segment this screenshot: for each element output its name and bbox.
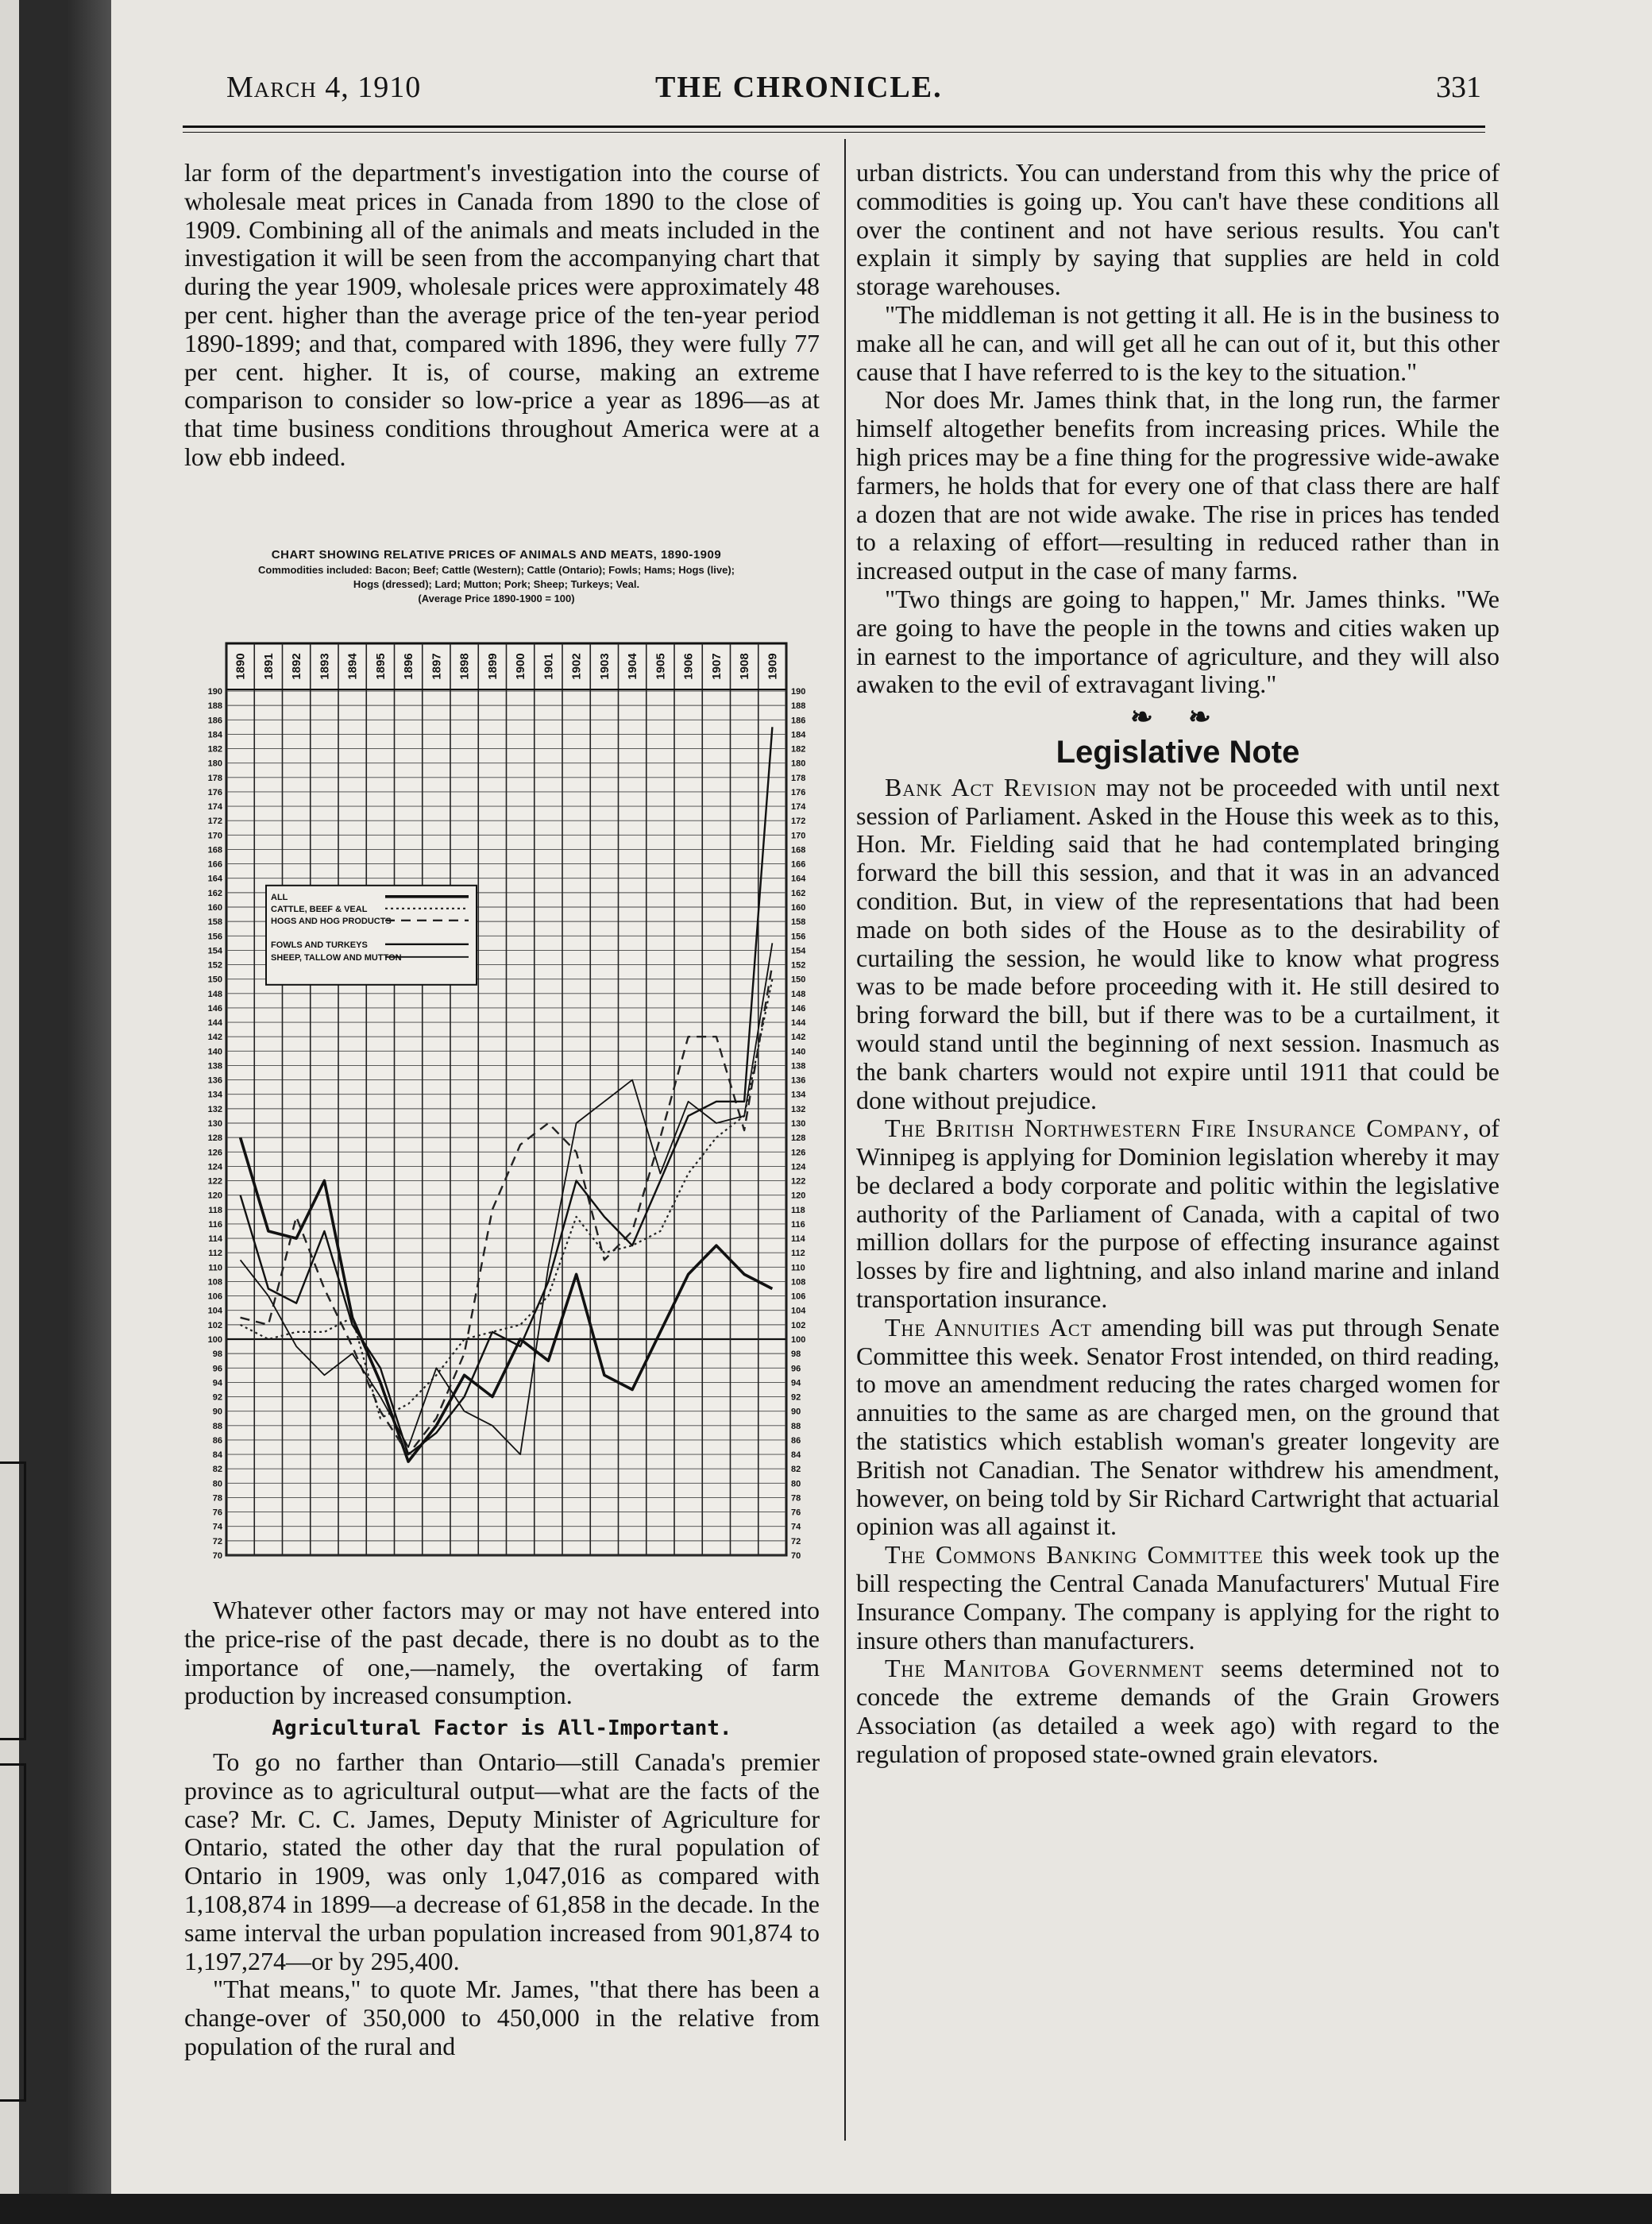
y-tick-label: 94 (791, 1378, 801, 1388)
legend-label: CATTLE, BEEF & VEAL (271, 904, 368, 914)
x-tick-label: 1907 (709, 653, 724, 680)
chart-title: CHART SHOWING RELATIVE PRICES OF ANIMALS AND MEATS, 1890-1909 (271, 548, 722, 562)
legend-label: ALL (271, 892, 288, 902)
y-tick-label: 146 (207, 1003, 222, 1014)
y-tick-label: 176 (791, 787, 806, 797)
y-tick-label: 186 (207, 716, 222, 726)
left-column-bottom (184, 1597, 820, 2061)
x-tick-label: 1890 (234, 653, 248, 680)
y-tick-label: 134 (791, 1090, 806, 1100)
y-tick-label: 88 (791, 1421, 801, 1431)
y-tick-label: 162 (791, 888, 806, 898)
header-page-number: 331 (1436, 71, 1481, 104)
y-tick-label: 136 (791, 1075, 806, 1086)
column-divider (844, 139, 846, 2141)
y-tick-label: 76 (212, 1508, 222, 1518)
y-tick-label: 102 (791, 1320, 806, 1330)
paragraph (856, 1541, 1500, 1654)
page-header (226, 70, 1481, 118)
y-tick-label: 174 (791, 802, 806, 813)
y-tick-label: 128 (207, 1133, 222, 1144)
y-tick-label: 176 (207, 787, 222, 797)
paragraph-body: may not be proceeded with until next session of Parliament. Asked in the House this week as to this, Hon. Mr. Fielding said that he had contemplated bringing forward the bill this session, and that it was in an advanced condition. But, in view of the representations that had been made on both sides of the House as to the desirability of curtailing the session, he would like to know what progress was to be made before proceeding with it. He still desired to bring forward the bill, but if there was to be a curtailment, it would stand until the beginning of next session. Inasmuch as the bank charters would not expire until 1911 that could be done without prejudice. (856, 772, 1500, 1114)
y-tick-label: 110 (208, 1263, 222, 1273)
legend-label: SHEEP, TALLOW AND MUTTON (271, 952, 402, 963)
y-tick-label: 146 (791, 1003, 806, 1014)
x-tick-label: 1897 (430, 653, 444, 680)
y-tick-label: 140 (207, 1047, 222, 1057)
paragraph (856, 1114, 1500, 1314)
y-tick-label: 120 (791, 1191, 806, 1201)
lead-in: The British Northwestern Fire Insurance Company (885, 1114, 1463, 1143)
y-tick-label: 172 (791, 817, 806, 827)
y-tick-label: 140 (791, 1047, 806, 1057)
subheading: Agricultural Factor is All-Important. (272, 1716, 732, 1741)
y-tick-label: 130 (207, 1119, 222, 1129)
y-tick-label: 72 (791, 1536, 801, 1546)
scan-bracket (0, 1461, 26, 1740)
paragraph-body: this week took up the bill respecting the Central Canada Manufacturers' Mutual Fire Insurance Company. The company is applying for the right to insure others than manufacturers. (856, 1540, 1500, 1654)
y-tick-label: 100 (207, 1335, 222, 1345)
x-tick-label: 1900 (514, 653, 528, 680)
x-tick-label: 1895 (373, 653, 388, 680)
y-tick-label: 82 (791, 1465, 801, 1475)
y-tick-label: 134 (207, 1090, 222, 1100)
y-tick-label: 78 (791, 1493, 801, 1504)
x-tick-label: 1892 (290, 653, 304, 680)
lead-in: The Manitoba Government (885, 1654, 1205, 1683)
y-tick-label: 130 (791, 1119, 806, 1129)
y-tick-label: 152 (791, 960, 806, 971)
y-tick-label: 144 (791, 1018, 806, 1029)
y-tick-label: 172 (207, 817, 222, 827)
y-tick-label: 98 (212, 1349, 222, 1360)
y-tick-label: 178 (791, 773, 806, 783)
y-tick-label: 190 (207, 687, 222, 697)
paragraph: "The middleman is not getting it all. He is in the business to make all he can, and will get all he can out of it, but this other cause that I have referred to is the key to the situation." (856, 299, 1500, 386)
y-tick-label: 156 (207, 932, 222, 942)
paragraph-body: seems determined not to concede the extreme demands of the Grain Growers Association (as detailed a week ago) with regard to the regulation of proposed state-owned grain elevators. (856, 1654, 1500, 1768)
y-tick-label: 170 (207, 831, 222, 841)
y-tick-label: 190 (791, 687, 806, 697)
paragraph (856, 774, 1500, 1115)
chart-plot (179, 548, 814, 1589)
y-tick-label: 184 (207, 730, 222, 740)
y-tick-label: 142 (791, 1033, 806, 1043)
y-tick-label: 166 (791, 859, 806, 870)
legend-label: HOGS AND HOG PRODUCTS (271, 916, 392, 926)
y-tick-label: 106 (207, 1292, 222, 1302)
y-tick-label: 90 (791, 1407, 801, 1417)
y-tick-label: 188 (791, 701, 806, 712)
scan-bracket (0, 1763, 26, 2102)
y-tick-label: 96 (791, 1364, 801, 1374)
paragraph: urban districts. You can understand from this why the price of commodities is going up. You can't have these conditions all over the continent and not have serious results. You can't explain it simply by saying that supplies are held in cold storage warehouses. (856, 158, 1500, 301)
x-tick-label: 1899 (485, 653, 500, 680)
y-tick-label: 82 (212, 1465, 222, 1475)
y-tick-label: 86 (791, 1435, 801, 1446)
y-tick-label: 122 (791, 1176, 806, 1187)
y-tick-label: 154 (791, 946, 806, 956)
y-tick-label: 156 (791, 932, 806, 942)
y-tick-label: 132 (791, 1104, 806, 1114)
lead-in: The Annuities Act (885, 1312, 1092, 1342)
y-tick-label: 126 (791, 1148, 806, 1158)
y-tick-label: 126 (207, 1148, 222, 1158)
x-tick-label: 1901 (542, 653, 556, 680)
y-tick-label: 138 (791, 1061, 806, 1071)
y-tick-label: 80 (791, 1479, 801, 1489)
header-date: March 4, 1910 (226, 71, 422, 104)
y-tick-label: 152 (207, 960, 222, 971)
y-tick-label: 186 (791, 716, 806, 726)
y-tick-label: 108 (207, 1277, 222, 1288)
y-tick-label: 90 (212, 1407, 222, 1417)
y-tick-label: 70 (212, 1551, 222, 1561)
y-tick-label: 180 (791, 759, 806, 769)
y-tick-label: 160 (791, 903, 806, 913)
x-tick-label: 1908 (738, 653, 752, 680)
y-tick-label: 86 (212, 1435, 222, 1446)
paragraph: "Two things are going to happen," Mr. James thinks. "We are going to have the people in the towns and cities waken up in earnest to the importance of agriculture, and they will also awaken to the evil of extravagant living." (856, 584, 1500, 699)
y-tick-label: 168 (207, 845, 222, 855)
y-tick-label: 158 (791, 917, 806, 928)
y-tick-label: 144 (207, 1018, 222, 1029)
y-tick-label: 148 (791, 989, 806, 999)
y-tick-label: 114 (208, 1234, 222, 1245)
y-tick-label: 158 (207, 917, 222, 928)
x-tick-label: 1893 (318, 653, 332, 680)
y-tick-label: 104 (207, 1306, 222, 1316)
chart-subtitle: Commodities included: Bacon; Beef; Cattle (Western); Cattle (Ontario); Fowls; Hams; Hogs (live); (258, 564, 735, 576)
paragraph: To go no farther than Ontario—still Canada's premier province as to agricultural output—what are the facts of the case? Mr. C. C. James, Deputy Minister of Agriculture for Ontario, stated the other day that the rural population of Ontario in 1909, was only 1,047,016 as compared with 1,108,874 in 1899—a decrease of 61,858 in the decade. In the same interval the urban population increased from 901,874 to 1,197,274—or by 295,400. (184, 1747, 820, 1975)
y-tick-label: 124 (207, 1162, 222, 1172)
y-tick-label: 180 (207, 759, 222, 769)
y-tick-label: 88 (212, 1421, 222, 1431)
paragraph (856, 1654, 1500, 1768)
y-tick-label: 118 (791, 1205, 805, 1215)
x-tick-label: 1896 (402, 653, 416, 680)
y-tick-label: 164 (207, 874, 222, 884)
y-tick-label: 150 (207, 975, 222, 985)
y-tick-label: 98 (791, 1349, 801, 1360)
y-tick-label: 136 (207, 1075, 222, 1086)
y-tick-label: 154 (207, 946, 222, 956)
y-tick-label: 74 (791, 1522, 801, 1532)
y-tick-label: 84 (212, 1450, 222, 1461)
y-tick-label: 166 (207, 859, 222, 870)
y-tick-label: 128 (791, 1133, 806, 1144)
y-tick-label: 148 (207, 989, 222, 999)
y-tick-label: 174 (207, 802, 222, 813)
x-tick-label: 1909 (766, 653, 780, 680)
y-tick-label: 160 (207, 903, 222, 913)
x-tick-label: 1904 (626, 653, 640, 680)
scan-bottom-edge (0, 2194, 1652, 2224)
left-column-top (184, 159, 820, 472)
lead-in: Bank Act Revision (885, 772, 1098, 801)
x-tick-label: 1891 (261, 653, 276, 680)
y-tick-label: 100 (791, 1335, 806, 1345)
y-tick-label: 74 (212, 1522, 222, 1532)
lead-in: The Commons Banking Committee (885, 1540, 1264, 1570)
y-tick-label: 76 (791, 1508, 801, 1518)
chart-subtitle: (Average Price 1890-1900 = 100) (418, 593, 575, 604)
x-tick-label: 1905 (654, 653, 668, 680)
x-tick-label: 1898 (457, 653, 472, 680)
x-tick-label: 1903 (597, 653, 612, 680)
y-tick-label: 96 (212, 1364, 222, 1374)
y-tick-label: 188 (207, 701, 222, 712)
y-tick-label: 170 (791, 831, 806, 841)
y-tick-label: 70 (791, 1551, 801, 1561)
y-tick-label: 182 (791, 744, 806, 755)
y-tick-label: 104 (791, 1306, 806, 1316)
y-tick-label: 138 (207, 1061, 222, 1071)
y-tick-label: 124 (791, 1162, 806, 1172)
y-tick-label: 94 (212, 1378, 222, 1388)
header-rule (183, 125, 1485, 128)
y-tick-label: 92 (791, 1392, 801, 1403)
y-tick-label: 80 (212, 1479, 222, 1489)
header-title: THE CHRONICLE. (655, 71, 943, 104)
price-chart (179, 548, 814, 1589)
paragraph (856, 1314, 1500, 1541)
chart-subtitle: Hogs (dressed); Lard; Mutton; Pork; Sheep; Turkeys; Veal. (353, 578, 640, 590)
y-tick-label: 108 (791, 1277, 806, 1288)
y-tick-label: 184 (791, 730, 806, 740)
y-tick-label: 122 (207, 1176, 222, 1187)
paragraph: lar form of the department's investigation into the course of wholesale meat prices in Canada from 1890 to the close of 1909. Combining all of the animals and meats included in the investigation it will be seen from the accompanying chart that during the year 1909, wholesale prices were approximately 48 per cent. higher than the average price of the ten-year period 1890-1899; and that, compared with 1896, they were fully 77 per cent. higher. It is, of course, making an extreme comparison to consider so low-price a year as 1896—as at that time business conditions throughout America were at a low ebb indeed. (184, 158, 820, 471)
y-tick-label: 102 (207, 1320, 222, 1330)
y-tick-label: 106 (791, 1292, 806, 1302)
y-tick-label: 112 (208, 1249, 222, 1259)
y-tick-label: 120 (207, 1191, 222, 1201)
paragraph: Whatever other factors may or may not have entered into the price-rise of the past decade, there is no doubt as to the importance of one,—namely, the overtaking of farm production by increased consumption. (184, 1596, 820, 1710)
y-tick-label: 132 (207, 1104, 222, 1114)
paragraph-body: , of Winnipeg is applying for Dominion legislation whereby it may be declared a body corporate and politic within the legislative authority of the Parliament of Canada, with a capital of two million dollars for the purpose of effecting insurance against losses by fire and lightning, and also inland marine and inland transportation insurance. (856, 1114, 1500, 1314)
section-title: Legislative Note (1056, 734, 1300, 770)
right-column (856, 159, 1500, 1769)
y-tick-label: 182 (207, 744, 222, 755)
paragraph-body: amending bill was put through Senate Committee this week. Senator Frost intended, on third reading, to move an amendment reducing the rates charged women for annuities to the same as are charged men, on the ground that the statistics which establish woman's greater longevity are British not Canadian. The Senator withdrew his amendment, however, on being told by Sir Richard Cartwright that actuarial opinion was all against it. (856, 1312, 1500, 1541)
section-separator: ❧ ❧ (1130, 703, 1225, 733)
y-tick-label: 114 (791, 1234, 805, 1245)
y-tick-label: 162 (207, 888, 222, 898)
y-tick-label: 116 (791, 1219, 805, 1230)
chart-legend (266, 886, 477, 985)
y-tick-label: 112 (791, 1249, 805, 1259)
y-tick-label: 92 (212, 1392, 222, 1403)
y-tick-label: 78 (212, 1493, 222, 1504)
y-tick-label: 168 (791, 845, 806, 855)
y-tick-label: 84 (791, 1450, 801, 1461)
y-tick-label: 72 (212, 1536, 222, 1546)
y-tick-label: 164 (791, 874, 806, 884)
y-tick-label: 150 (791, 975, 806, 985)
paragraph: "That means," to quote Mr. James, "that there has been a change-over of 350,000 to 450,000 in the relative from population of the rural and (184, 1975, 820, 2060)
y-tick-label: 142 (207, 1033, 222, 1043)
x-tick-label: 1902 (569, 653, 584, 680)
x-tick-label: 1894 (345, 653, 360, 680)
legend-label: FOWLS AND TURKEYS (271, 940, 368, 950)
header-rule (183, 132, 1485, 133)
y-tick-label: 178 (207, 773, 222, 783)
x-tick-label: 1906 (681, 653, 696, 680)
paragraph: Nor does Mr. James think that, in the long run, the farmer himself altogether benefits from increasing prices. While the high prices may be a fine thing for the progressive wide-awake farmers, he holds that for every one of that class there are half a dozen that are not wide awake. The rise in prices has tended to a relaxing of effort—resulting in reduced rather than in increased output in the case of many farms. (856, 385, 1500, 585)
y-tick-label: 118 (208, 1205, 222, 1215)
y-tick-label: 116 (208, 1219, 222, 1230)
y-tick-label: 110 (791, 1263, 805, 1273)
